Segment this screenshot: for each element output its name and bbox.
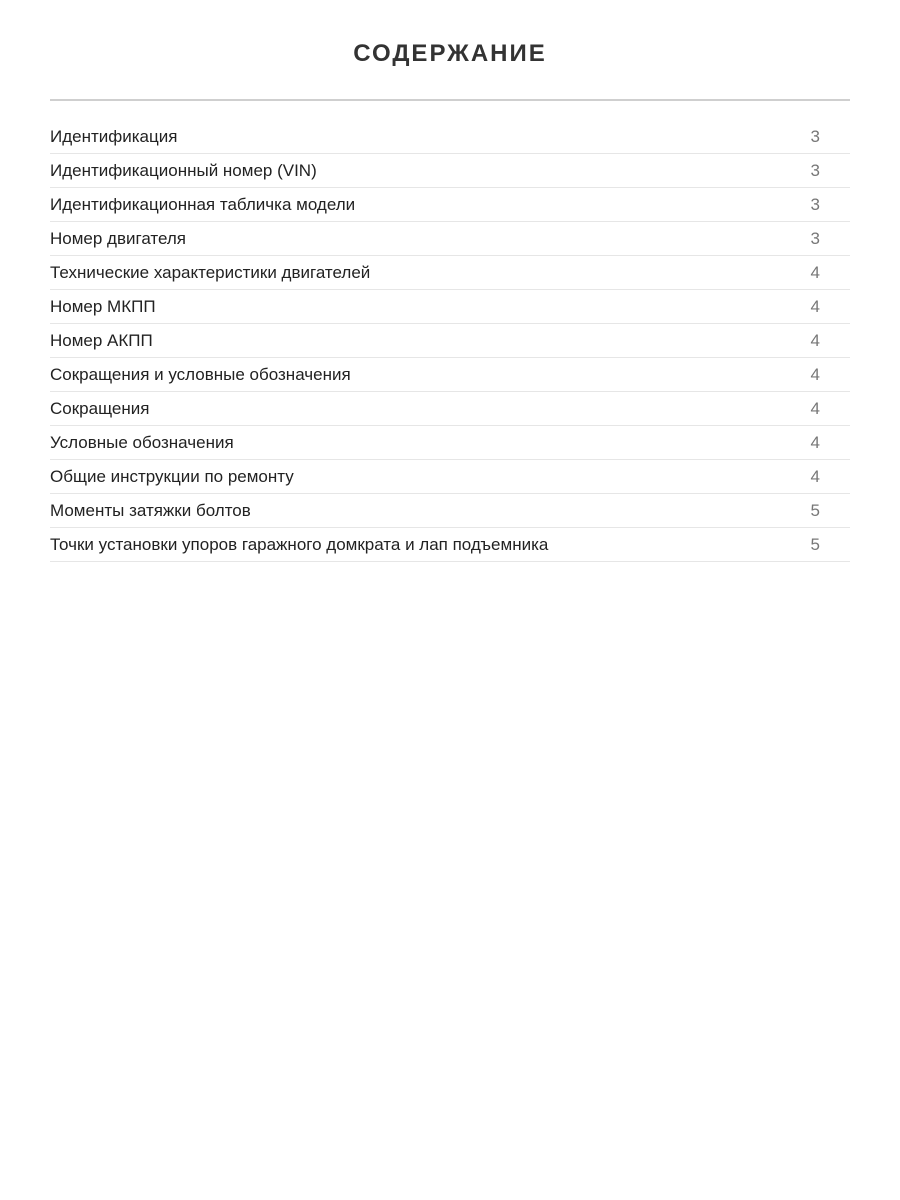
toc-entry-label: Идентификация	[50, 126, 178, 146]
page-title: СОДЕРЖАНИЕ	[353, 40, 547, 67]
toc-entry-page-number: 4	[810, 398, 820, 418]
toc-entry-automatic-gearbox-number[interactable]	[50, 324, 850, 358]
toc-entry-label: Номер двигателя	[50, 228, 187, 248]
toc-entry-jack-lift-points[interactable]	[50, 528, 850, 562]
toc-entry-label: Идентификационный номер (VIN)	[50, 160, 317, 180]
toc-entry-page-number: 3	[810, 126, 820, 146]
toc-entry-symbols[interactable]	[50, 426, 850, 460]
toc-entry-page-number: 3	[810, 160, 820, 180]
toc-entry-vin[interactable]	[50, 154, 850, 188]
toc-entry-label: Номер МКПП	[50, 296, 156, 316]
toc-entry-label: Сокращения и условные обозначения	[50, 364, 351, 384]
toc-entry-label: Моменты затяжки болтов	[50, 500, 251, 520]
toc-entry-page-number: 3	[810, 194, 820, 214]
toc-entry-page-number: 4	[810, 262, 820, 282]
toc-entry-label: Условные обозначения	[50, 432, 234, 452]
toc-entry-label: Точки установки упоров гаражного домкрата и лап подъемника	[50, 534, 549, 554]
toc-entry-label: Номер АКПП	[50, 330, 153, 350]
toc-entry-abbreviations[interactable]	[50, 392, 850, 426]
toc-entry-model-plate[interactable]	[50, 188, 850, 222]
toc-entry-page-number: 5	[810, 534, 820, 554]
toc-entry-page-number: 4	[810, 466, 820, 486]
toc-entry-page-number: 3	[810, 228, 820, 248]
toc-entry-label: Идентификационная табличка модели	[50, 194, 356, 214]
toc-entry-engine-number[interactable]	[50, 222, 850, 256]
toc-entry-page-number: 4	[810, 296, 820, 316]
toc-entry-engine-specs[interactable]	[50, 256, 850, 290]
toc-entry-page-number: 4	[810, 432, 820, 452]
toc-entry-bolt-torque[interactable]	[50, 494, 850, 528]
toc-entry-page-number: 4	[810, 330, 820, 350]
toc-entry-identification[interactable]	[50, 120, 850, 154]
toc-entry-label: Сокращения	[50, 398, 150, 418]
toc-entry-page-number: 5	[810, 500, 820, 520]
table-of-contents	[50, 101, 850, 562]
toc-entry-page-number: 4	[810, 364, 820, 384]
toc-entry-label: Общие инструкции по ремонту	[50, 466, 294, 486]
toc-entry-abbreviations-and-symbols[interactable]	[50, 358, 850, 392]
toc-entry-general-repair-instructions[interactable]	[50, 460, 850, 494]
toc-entry-label: Технические характеристики двигателей	[50, 262, 371, 282]
toc-entry-manual-gearbox-number[interactable]	[50, 290, 850, 324]
